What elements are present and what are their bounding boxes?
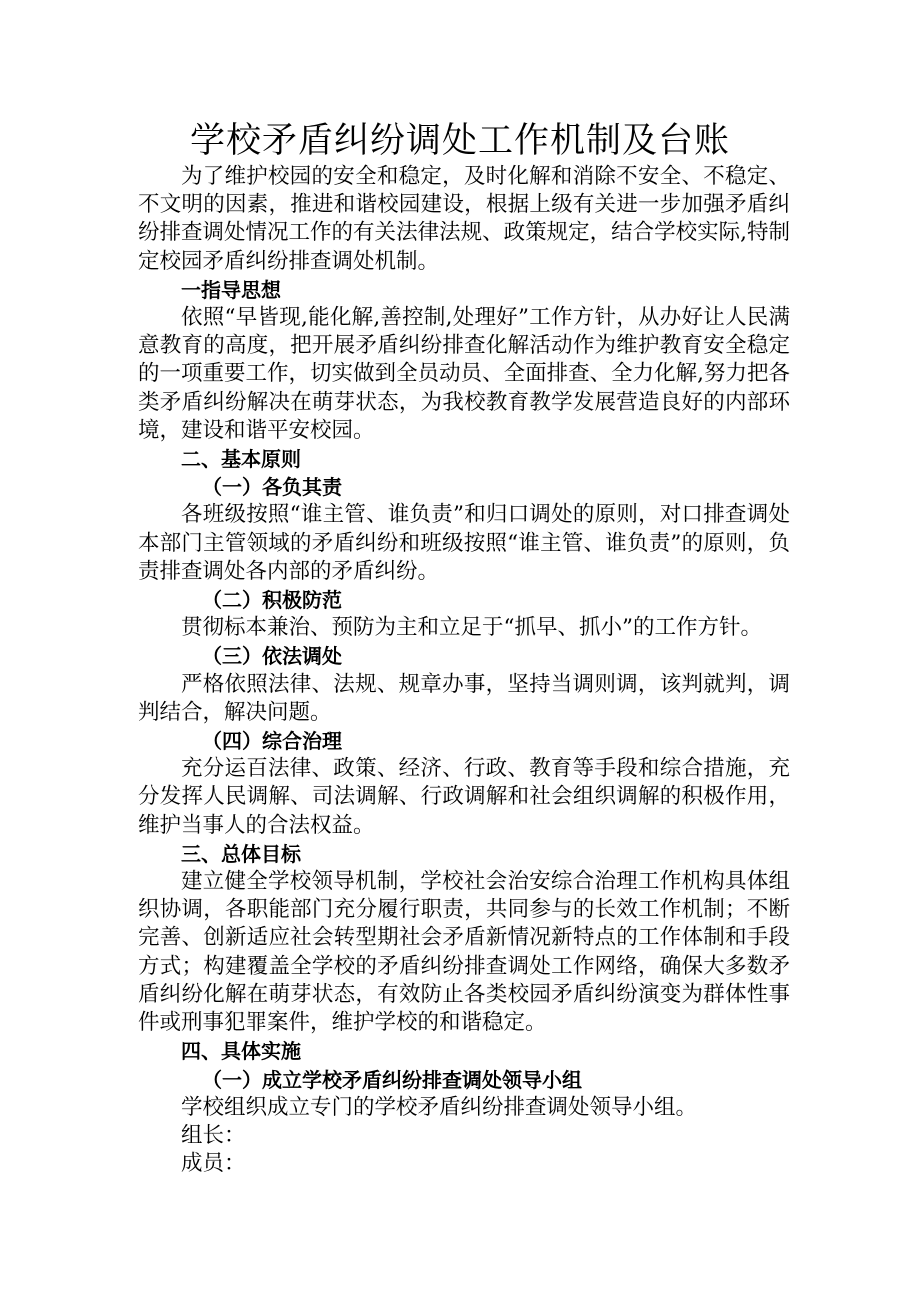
active-prevention-paragraph: 贯彻标本兼治、预防为主和立足于“抓早、抓小”的工作方针。: [181, 615, 762, 641]
leading-group-paragraph: 学校组织成立专门的学校矛盾纠纷排查调处领导小组。: [181, 1094, 698, 1120]
subheading-each-responsible: （一）各负其责: [202, 475, 342, 500]
comprehensive-governance-paragraph: 充分运百法律、政策、经济、行政、教育等手段和综合措施，充分发挥人民调解、司法调解、行政调解和社会组织调解的积极作用，维护当事人的合法权益。: [138, 756, 790, 838]
subheading-leading-group: （一）成立学校矛盾纠纷排查调处领导小组: [202, 1067, 582, 1092]
section-heading-guiding-ideology: 一指导思想: [181, 277, 281, 302]
overall-goals-paragraph: 建立健全学校领导机制，学校社会治安综合治理工作机构具体组织协调，各职能部门充分履行职责，共同参与的长效工作机制；不断完善、创新适应社会转型期社会矛盾新情况新特点的工作体制和手段方式；构建覆盖全学校的矛盾纠纷排查调处工作网络，确保大多数矛盾纠纷化解在萌芽状态，有效防止各类校园矛盾纠纷演变为群体性事件或刑事犯罪案件，维护学校的和谐稳定。: [138, 869, 790, 1036]
group-leader-label: 组长：: [181, 1122, 246, 1148]
document-title: 学校矛盾纠纷调处工作机制及台账: [189, 121, 730, 161]
section-heading-implementation: 四、具体实施: [181, 1039, 301, 1064]
subheading-comprehensive-governance: （四）综合治理: [202, 729, 342, 754]
lawful-mediation-paragraph: 严格依照法律、法规、规章办事，坚持当调则调，该判就判，调判结合，解决问题。: [138, 671, 790, 725]
guiding-ideology-paragraph: 依照“早皆现,能化解,善控制,处理好”工作方针，从办好让人民满意教育的高度，把开展矛盾纠纷排查化解活动作为维护教育安全稳定的一项重要工作，切实做到全员动员、全面排查、全力化解,努力把各类矛盾纠纷解决在萌芽状态，为我校教育教学发展营造良好的内部环境，建设和谐平安校园。: [138, 305, 790, 443]
document-body: [138, 163, 790, 1178]
section-heading-basic-principles: 二、基本原则: [181, 447, 301, 472]
section-heading-overall-goals: 三、总体目标: [181, 841, 301, 866]
each-responsible-paragraph: 各班级按照“谁主管、谁负责”和归口调处的原则，对口排查调处本部门主管领域的矛盾纠纷和班级按照“谁主管、谁负责”的原则，负责排查调处各内部的矛盾纠纷。: [138, 502, 790, 584]
subheading-lawful-mediation: （三）依法调处: [202, 644, 342, 669]
subheading-active-prevention: （二）积极防范: [202, 588, 342, 613]
intro-paragraph: 为了维护校园的安全和稳定，及时化解和消除不安全、不稳定、不文明的因素，推进和谐校园建设，根据上级有关进一步加强矛盾纠纷排查调处情况工作的有关法律法规、政策规定，结合学校实际,特制定校园矛盾纠纷排查调处机制。: [138, 164, 790, 274]
group-members-label: 成员：: [181, 1151, 246, 1177]
